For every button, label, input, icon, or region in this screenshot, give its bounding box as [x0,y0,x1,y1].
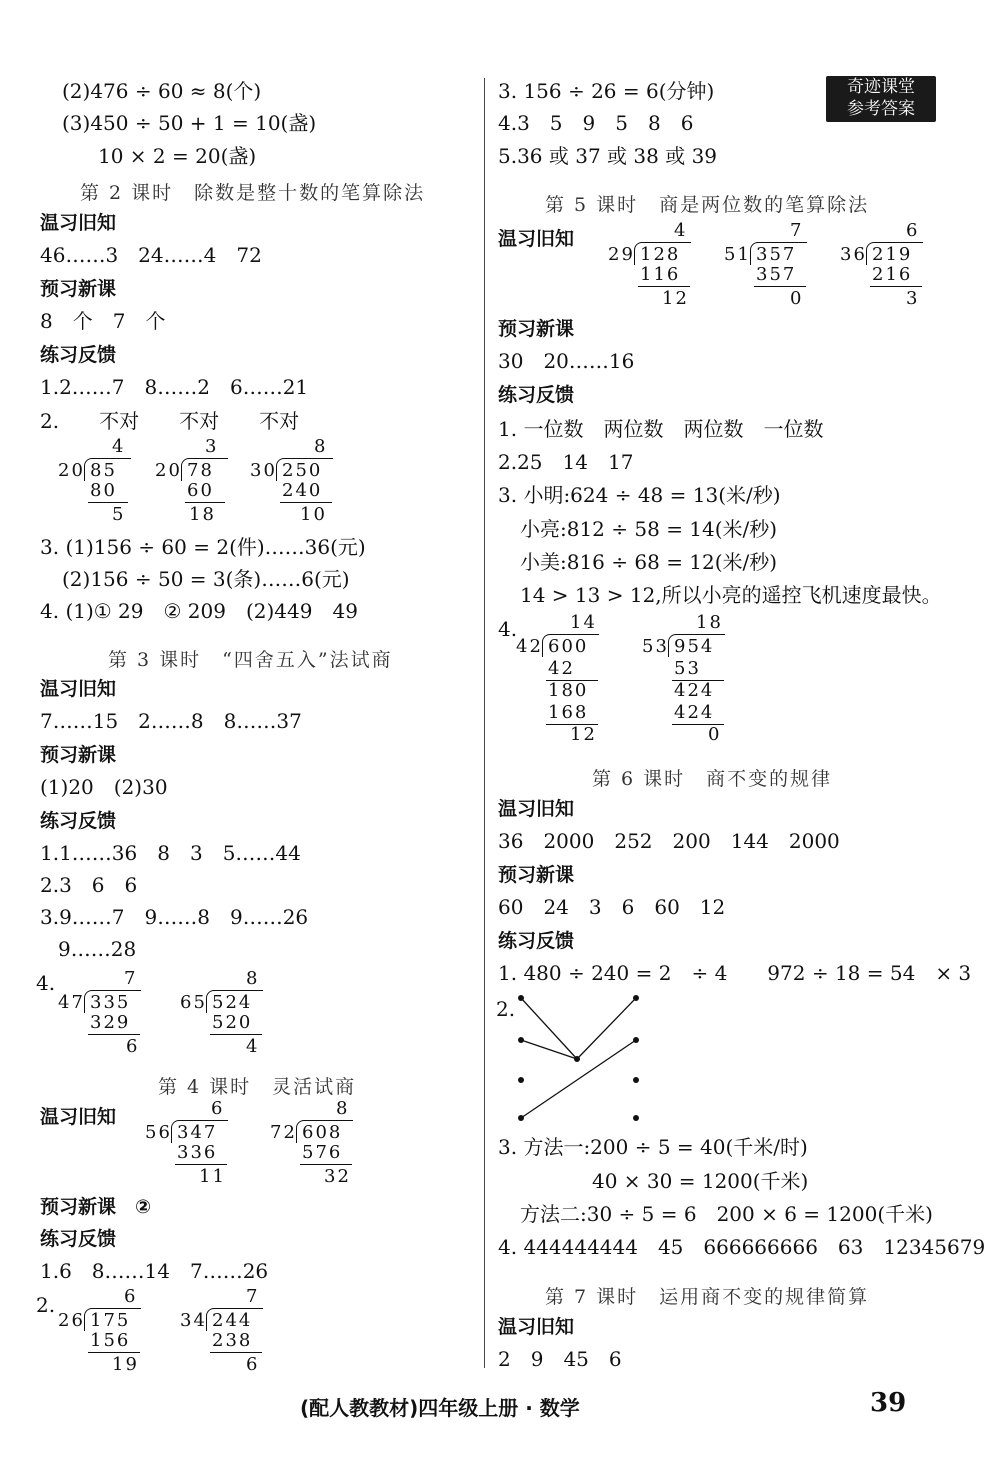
answer-line: 4. (1)① 29 ② 209 (2)449 49 [40,599,358,623]
answer-line: 3. (1)156 ÷ 60 = 2(件)……36(元) [40,535,366,559]
text-line: (2)476 ÷ 60 ≈ 8(个) [62,79,262,103]
match-dot [518,995,524,1001]
answer-line: 2. [496,997,516,1021]
heading-practice: 练习反馈 [40,344,117,366]
answer-line: 8 个 7 个 [40,309,166,333]
heading-preview: 预习新课 [498,864,575,886]
match-dot [633,1037,639,1043]
match-dot [518,1037,524,1043]
answer-line: (2)156 ÷ 50 = 3(条)……6(元) [62,567,350,591]
long-division: 8 30 250 240 10 [250,440,350,540]
heading-practice: 练习反馈 [498,384,575,406]
answer-line: 4. 444444444 45 666666666 63 12345679 [498,1235,986,1259]
heading-preview: 预习新课 [498,318,575,340]
answer-line: 40 × 30 = 1200(千米) [592,1169,809,1193]
answer-line: 2. 不对 不对 不对 [40,409,300,433]
answer-line: 3.9……7 9……8 9……26 [40,905,309,929]
answer-line: 3. 小明:624 ÷ 48 = 13(米/秒) [498,483,781,507]
heading-review: 温习旧知 [498,1316,575,1338]
section-title: 第 3 课时 “四舍五入”法试商 [108,649,393,671]
answer-line: 30 20……16 [498,349,635,373]
heading-review: 温习旧知 [40,678,117,700]
match-dot [633,1077,639,1083]
answer-line: 小美:816 ÷ 68 = 12(米/秒) [520,550,778,574]
long-division: 8 65 524 520 4 [180,972,280,1072]
long-division: 4 29 128 116 12 [608,224,708,324]
long-division: 7 34 244 238 6 [180,1290,280,1390]
text-line: (3)450 ÷ 50 + 1 = 10(盏) [62,111,317,135]
answer-line: 小亮:812 ÷ 58 = 14(米/秒) [520,517,778,541]
answer-line: 60 24 3 6 60 12 [498,895,726,919]
answer-line: 4. [498,617,518,641]
page-footer: (配人教教材)四年级上册 · 数学 [300,1396,580,1420]
column-divider [484,78,485,1368]
answer-line: 4. [36,971,56,995]
answer-line: 2 9 45 6 [498,1347,622,1371]
answer-line: (1)20 (2)30 [40,775,168,799]
long-division: 7 47 335 329 6 [58,968,140,1057]
page-number: 39 [870,1388,907,1418]
section-title: 第 7 课时 运用商不变的规律简算 [545,1286,870,1308]
heading-preview: 预习新课 ② [40,1196,152,1218]
long-division: 4 20 85 80 5 [58,440,158,540]
match-dot [518,1115,524,1121]
badge-line: 参考答案 [847,99,915,119]
heading-practice: 练习反馈 [40,1228,117,1250]
answer-line: 1.6 8……14 7……26 [40,1259,269,1283]
match-dot [633,1115,639,1121]
heading-review: 温习旧知 [40,1106,117,1128]
answer-line: 3. 方法一:200 ÷ 5 = 40(千米/时) [498,1135,808,1159]
answer-line: 7……15 2……8 8……37 [40,709,302,733]
answer-key-badge [826,76,936,122]
heading-practice: 练习反馈 [498,930,575,952]
section-title: 第 6 课时 商不变的规律 [592,768,833,790]
section-title: 第 5 课时 商是两位数的笔算除法 [545,194,870,216]
answer-line: 方法二:30 ÷ 5 = 6 200 × 6 = 1200(千米) [520,1202,933,1226]
text-line: 10 × 2 = 20(盏) [98,144,257,168]
answer-line: 2. [36,1293,56,1317]
long-division: 7 51 357 357 0 [724,224,824,324]
heading-review: 温习旧知 [498,228,575,250]
answer-line: 1. 480 ÷ 240 = 2 ÷ 4 972 ÷ 18 = 54 × 3 [498,961,972,985]
answer-line: 1.1……36 8 3 5……44 [40,841,301,865]
match-line [521,1040,636,1118]
heading-review: 温习旧知 [498,798,575,820]
answer-line: 5.36 或 37 或 38 或 39 [498,144,718,168]
answer-line: 2.3 6 6 [40,873,138,897]
heading-preview: 预习新课 [40,744,117,766]
matching-diagram [510,990,650,1120]
long-division: 18 53 954 53 424 424 0 [642,616,742,746]
long-division: 14 42 600 42 180 168 12 [516,616,616,746]
match-dot [518,1077,524,1083]
answer-line: 46……3 24……4 72 [40,243,262,267]
section-title: 第 4 课时 灵活试商 [158,1076,357,1098]
answer-line: 2.25 14 17 [498,450,634,474]
long-division: 6 36 219 216 3 [840,224,940,324]
answer-line: 3. 156 ÷ 26 = 6(分钟) [498,79,715,103]
section-title: 第 2 课时 除数是整十数的笔算除法 [80,182,426,204]
answer-line: 1.2……7 8……2 6……21 [40,375,309,399]
match-dot [574,1056,580,1062]
heading-practice: 练习反馈 [40,810,117,832]
match-dot [633,995,639,1001]
answer-line: 9……28 [58,937,137,961]
long-division: 8 72 608 576 32 [270,1102,370,1202]
answer-line: 1. 一位数 两位数 两位数 一位数 [498,417,824,441]
answer-line: 4.3 5 9 5 8 6 [498,111,694,135]
long-division: 3 20 78 60 18 [155,440,255,540]
long-division: 6 56 347 336 11 [145,1102,245,1202]
heading-review: 温习旧知 [40,212,117,234]
match-line [577,998,636,1059]
answer-line: 14 > 13 > 12,所以小亮的遥控飞机速度最快。 [520,583,942,607]
heading-preview: 预习新课 [40,278,117,300]
answer-line: 36 2000 252 200 144 2000 [498,829,840,853]
badge-line: 奇迹课堂 [847,77,915,97]
long-division: 6 26 175 156 19 [58,1290,158,1390]
